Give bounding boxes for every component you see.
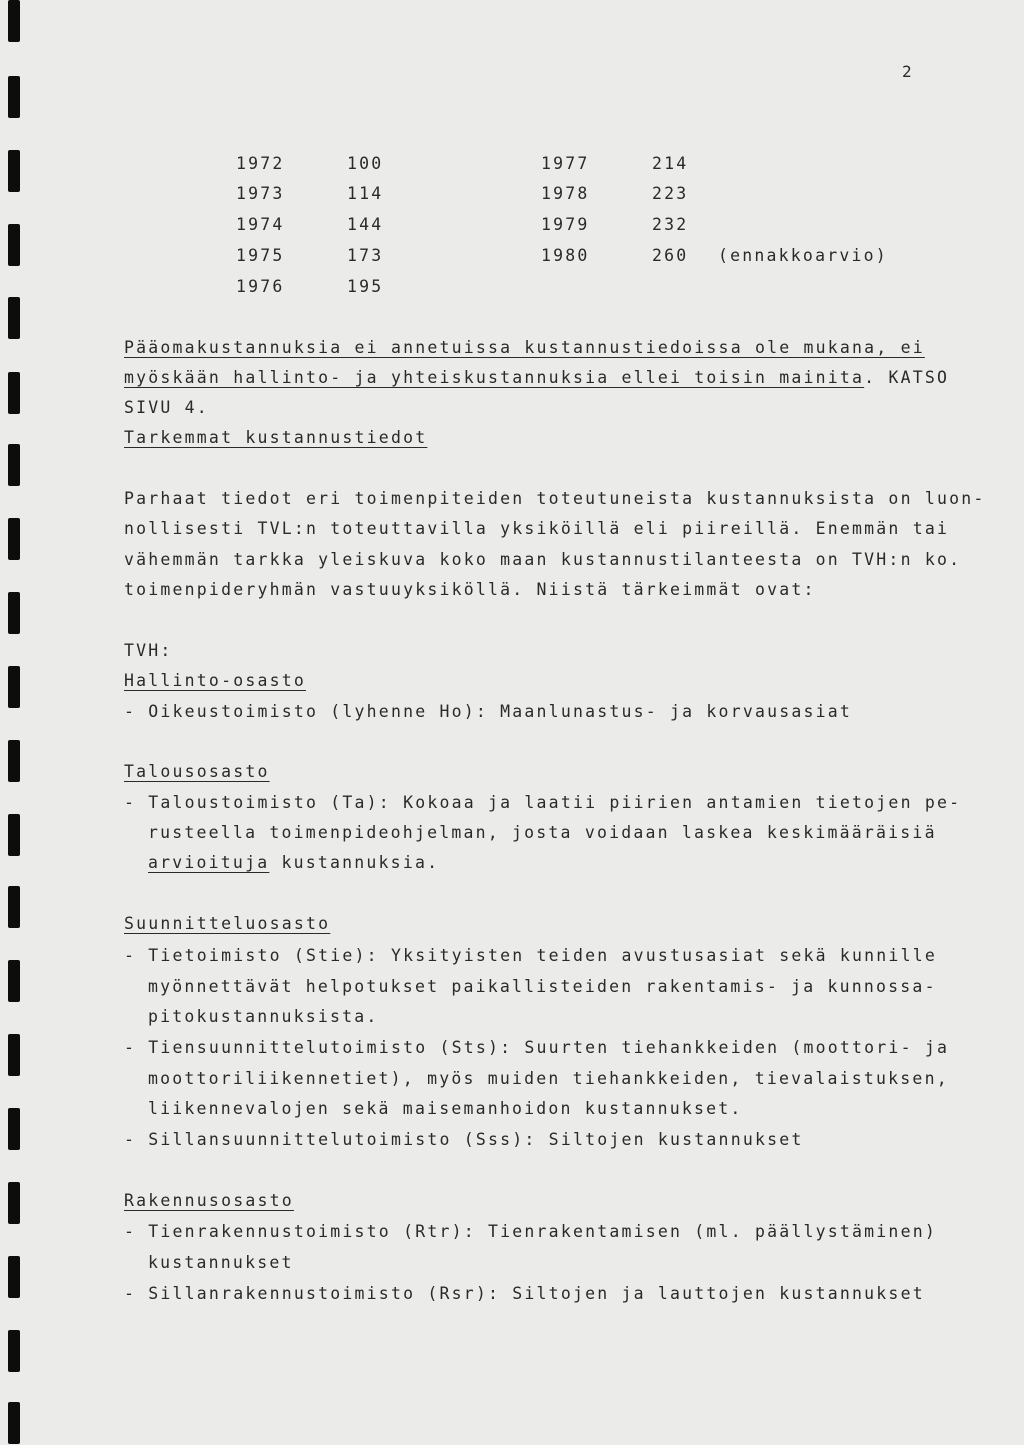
section-heading-talous: Talousosasto	[124, 762, 270, 781]
intro-line: Parhaat tiedot eri toimenpiteiden toteutuneista kustannuksista on luon-	[124, 489, 986, 508]
list-item-continuation	[148, 853, 439, 873]
list-item: - Tienrakennustoimisto (Rtr): Tienrakentamisen (ml. päällystäminen)	[124, 1222, 937, 1241]
list-item: - Sillansuunnittelutoimisto (Sss): Siltojen kustannukset	[124, 1130, 804, 1149]
list-item-continuation: rusteella toimenpideohjelman, josta voidaan laskea keskimääräisiä	[148, 823, 937, 842]
page-number: 2	[902, 62, 912, 81]
note-line-2	[124, 368, 949, 388]
intro-line: vähemmän tarkka yleiskuva koko maan kustannustilanteesta on TVH:n ko.	[124, 550, 962, 569]
list-item-continuation: moottoriliikennetiet), myös muiden tiehankkeiden, tievalaistuksen,	[148, 1069, 949, 1088]
table-year: 1979	[541, 215, 590, 234]
table-value: 232	[652, 215, 689, 234]
list-item: - Tiensuunnittelutoimisto (Sts): Suurten tiehankkeiden (moottori- ja	[124, 1038, 950, 1057]
list-item: - Sillanrakennustoimisto (Rsr): Siltojen ja lauttojen kustannukset	[124, 1284, 925, 1303]
heading-details: Tarkemmat kustannustiedot	[124, 428, 428, 447]
intro-line: nollisesti TVL:n toteuttavilla yksiköillä eli piireillä. Enemmän tai	[124, 519, 950, 538]
list-item-continuation: myönnettävät helpotukset paikallisteiden rakentamis- ja kunnossa-	[148, 977, 937, 996]
emphasis-underlined: arvioituja	[148, 853, 270, 872]
intro-line: toimenpideryhmän vastuuyksiköllä. Niistä tärkeimmät ovat:	[124, 580, 816, 599]
section-heading-rakennus: Rakennusosasto	[124, 1191, 294, 1210]
table-value: 100	[347, 154, 384, 173]
table-value: 144	[347, 215, 384, 234]
list-item: - Tietoimisto (Stie): Yksityisten teiden avustusasiat sekä kunnille	[124, 946, 937, 965]
table-value: 195	[347, 277, 384, 296]
table-year: 1975	[236, 246, 285, 265]
table-year: 1978	[541, 184, 590, 203]
section-heading-suunnittelu: Suunnitteluosasto	[124, 914, 331, 933]
table-value: 114	[347, 184, 384, 203]
table-year: 1977	[541, 154, 590, 173]
note-line-2-tail: . KATSO	[864, 368, 950, 387]
section-heading-hallinto: Hallinto-osasto	[124, 671, 307, 690]
table-year: 1974	[236, 215, 285, 234]
table-value: 260	[652, 246, 689, 265]
table-year: 1976	[236, 277, 285, 296]
list-item-continuation: pitokustannuksista.	[148, 1007, 379, 1026]
table-note: (ennakkoarvio)	[718, 246, 888, 265]
table-year: 1980	[541, 246, 590, 265]
list-item-tail: kustannuksia.	[269, 853, 440, 872]
table-value: 223	[652, 184, 689, 203]
list-item-continuation: liikennevalojen sekä maisemanhoidon kustannukset.	[148, 1099, 743, 1118]
note-line-1: Pääomakustannuksia ei annetuissa kustannustiedoissa ole mukana, ei	[124, 338, 925, 357]
list-item: - Oikeustoimisto (lyhenne Ho): Maanlunastus- ja korvausasiat	[124, 702, 853, 721]
list-item: - Taloustoimisto (Ta): Kokoaa ja laatii piirien antamien tietojen pe-	[124, 793, 962, 812]
table-value: 214	[652, 154, 689, 173]
list-item-continuation: kustannukset	[148, 1253, 294, 1272]
table-year: 1972	[236, 154, 285, 173]
table-year: 1973	[236, 184, 285, 203]
org-label: TVH:	[124, 641, 173, 660]
note-line-3: SIVU 4.	[124, 398, 209, 417]
table-value: 173	[347, 246, 384, 265]
note-line-2-underlined: myöskään hallinto- ja yhteiskustannuksia ellei toisin mainita	[124, 368, 865, 387]
